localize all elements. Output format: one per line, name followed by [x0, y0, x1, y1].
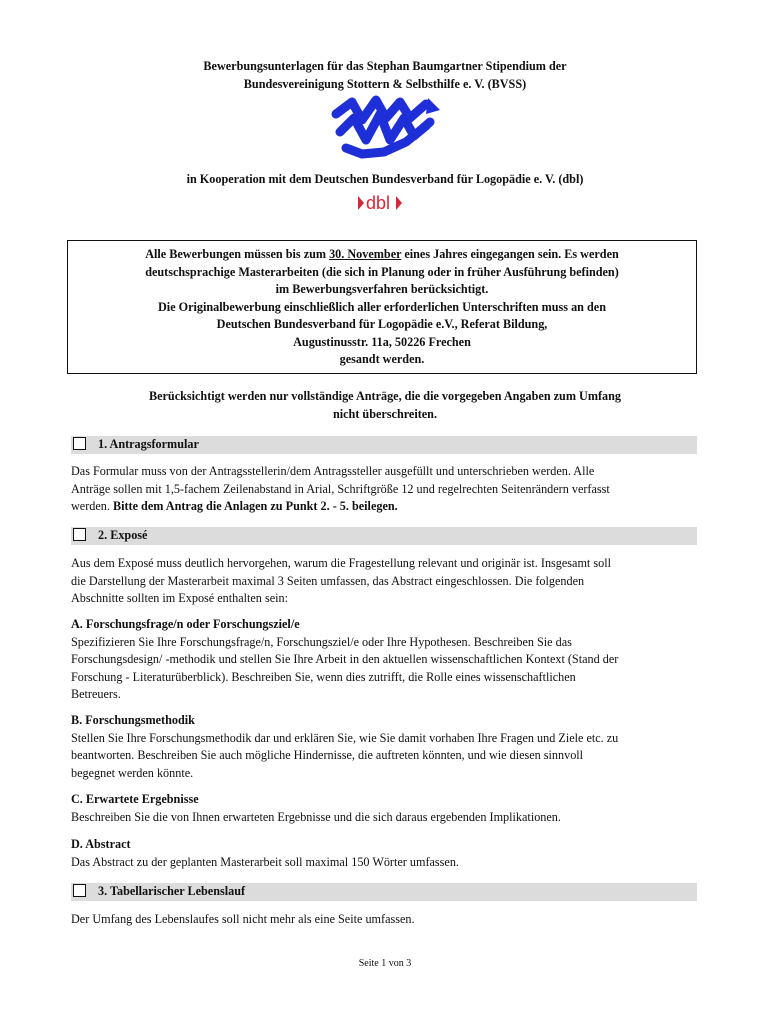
subsection-a [71, 616, 701, 704]
notice-line-7: gesandt werden. [339, 352, 425, 366]
section-1-line-2: Anträge sollen mit 1,5-fachem Zeilenabstand in Arial, Schriftgröße 12 und regelrechten Seitenrändern verfasst [71, 481, 610, 496]
dbl-logo-text: dbl [366, 193, 391, 213]
section-1-line-1: Das Formular muss von der Antragsstellerin/dem Antragssteller ausgefüllt und unterschrieben werden. Alle [71, 464, 595, 478]
section-3-body [71, 911, 701, 929]
notice-line-1: Alle Bewerbungen müssen bis zum 30. November eines Jahres eingegangen sein. Es werden [145, 247, 619, 261]
subsection-b-line-2: beantworten. Beschreiben Sie auch mögliche Hindernisse, die auftreten könnten, und wie diesen sinnvoll [71, 748, 584, 762]
notice-line-2: deutschsprachige Masterarbeiten (die sich in Planung oder in früher Ausführung befinden) [145, 264, 619, 279]
section-2-header [71, 527, 697, 545]
completeness-line-2: nicht überschreiten. [332, 406, 438, 421]
section-1-body [71, 463, 701, 516]
attachments-note: Bitte dem Antrag die Anlagen zu Punkt 2. - 5. beilegen. [112, 499, 398, 513]
section-2-label: 2. Exposé [98, 528, 148, 542]
subsection-d-line-1: Das Abstract zu der geplanten Masterarbeit soll maximal 150 Wörter umfassen. [71, 854, 459, 869]
section-3-header [71, 883, 697, 901]
subsection-b [71, 712, 701, 782]
notice-line-5: Deutschen Bundesverband für Logopädie e.V., Referat Bildung, [216, 317, 548, 331]
subsection-b-line-3: begegnet werden könnte. [71, 765, 194, 780]
dbl-logo-icon [356, 193, 408, 213]
section-2-line-1: Aus dem Exposé muss deutlich hervorgehen, warum die Fragestellung relevant und originär ist. Insgesamt soll [71, 556, 611, 570]
notice-line-3: im Bewerbungsverfahren berücksichtigt. [275, 282, 489, 296]
completeness-line-1: Berücksichtigt werden nur vollständige Anträge, die die vorgegeben Angaben zum Umfang [148, 389, 622, 403]
cooperation-line: in Kooperation mit dem Deutschen Bundesverband für Logopädie e. V. (dbl) [186, 172, 584, 186]
page-number: Seite 1 von 3 [358, 958, 412, 969]
section-2-line-3: Abschnitte sollten im Exposé enthalten sein: [71, 591, 288, 605]
subsection-a-title: A. Forschungsfrage/n oder Forschungsziel/e [71, 617, 300, 631]
section-3-line-1: Der Umfang des Lebenslaufes soll nicht mehr als eine Seite umfassen. [71, 912, 415, 926]
section-3-checkbox[interactable] [73, 884, 86, 897]
subsection-a-line-1: Spezifizieren Sie Ihre Forschungsfrage/n, Forschungsziel/e oder Ihre Hypothesen. Beschreiben Sie das [71, 634, 572, 649]
subsection-d [71, 836, 701, 871]
section-3-label: 3. Tabellarischer Lebenslauf [98, 884, 246, 898]
subsection-d-title: D. Abstract [71, 837, 131, 851]
section-1-label: 1. Antragsformular [98, 437, 199, 451]
notice-line-4: Die Originalbewerbung einschließlich aller erforderlichen Unterschriften muss an den [158, 299, 606, 314]
section-1-checkbox[interactable] [73, 437, 86, 450]
subsection-a-line-3: Forschung - Literaturüberblick). Beschreiben Sie, wenn dies zutrifft, die Rolle eines wissenschaftlichen [71, 669, 576, 684]
subsection-c-line-1: Beschreiben Sie die von Ihnen erwarteten Ergebnisse und die sich daraus ergebenden Implikationen. [71, 809, 561, 824]
completeness-note [90, 388, 680, 423]
section-1-header [71, 436, 697, 454]
section-1-line-3: werden. Bitte dem Antrag die Anlagen zu Punkt 2. - 5. beilegen. [71, 499, 398, 513]
section-2-intro [71, 555, 701, 608]
bvss-logo-icon [328, 92, 444, 162]
subsection-b-title: B. Forschungsmethodik [71, 713, 195, 727]
notice-line-6: Augustinusstr. 11a, 50226 Frechen [293, 334, 471, 349]
title-line-1: Bewerbungsunterlagen für das Stephan Baumgartner Stipendium der [203, 59, 567, 73]
document-title [90, 58, 680, 93]
subsection-a-line-2: Forschungsdesign/ -methodik und stellen Sie Ihre Arbeit in den aktuellen wissenschaftlichen Kontext (Stand der [71, 652, 619, 666]
subsection-c [71, 791, 701, 826]
subsection-c-title: C. Erwartete Ergebnisse [71, 792, 199, 806]
deadline-date: 30. November [329, 247, 402, 261]
subsection-a-line-4: Betreuers. [71, 687, 121, 701]
subsection-b-line-1: Stellen Sie Ihre Forschungsmethodik dar und erklären Sie, wie Sie damit vorhaben Ihre Fragen und Ziele etc. zu [71, 730, 619, 745]
section-2-checkbox[interactable] [73, 528, 86, 541]
deadline-notice-box [67, 240, 697, 374]
title-line-2: Bundesvereinigung Stottern & Selbsthilfe e. V. (BVSS) [243, 76, 527, 91]
section-2-line-2: die Darstellung der Masterarbeit maximal 3 Seiten umfassen, das Abstract eingeschlossen. Die folgenden [71, 573, 585, 588]
